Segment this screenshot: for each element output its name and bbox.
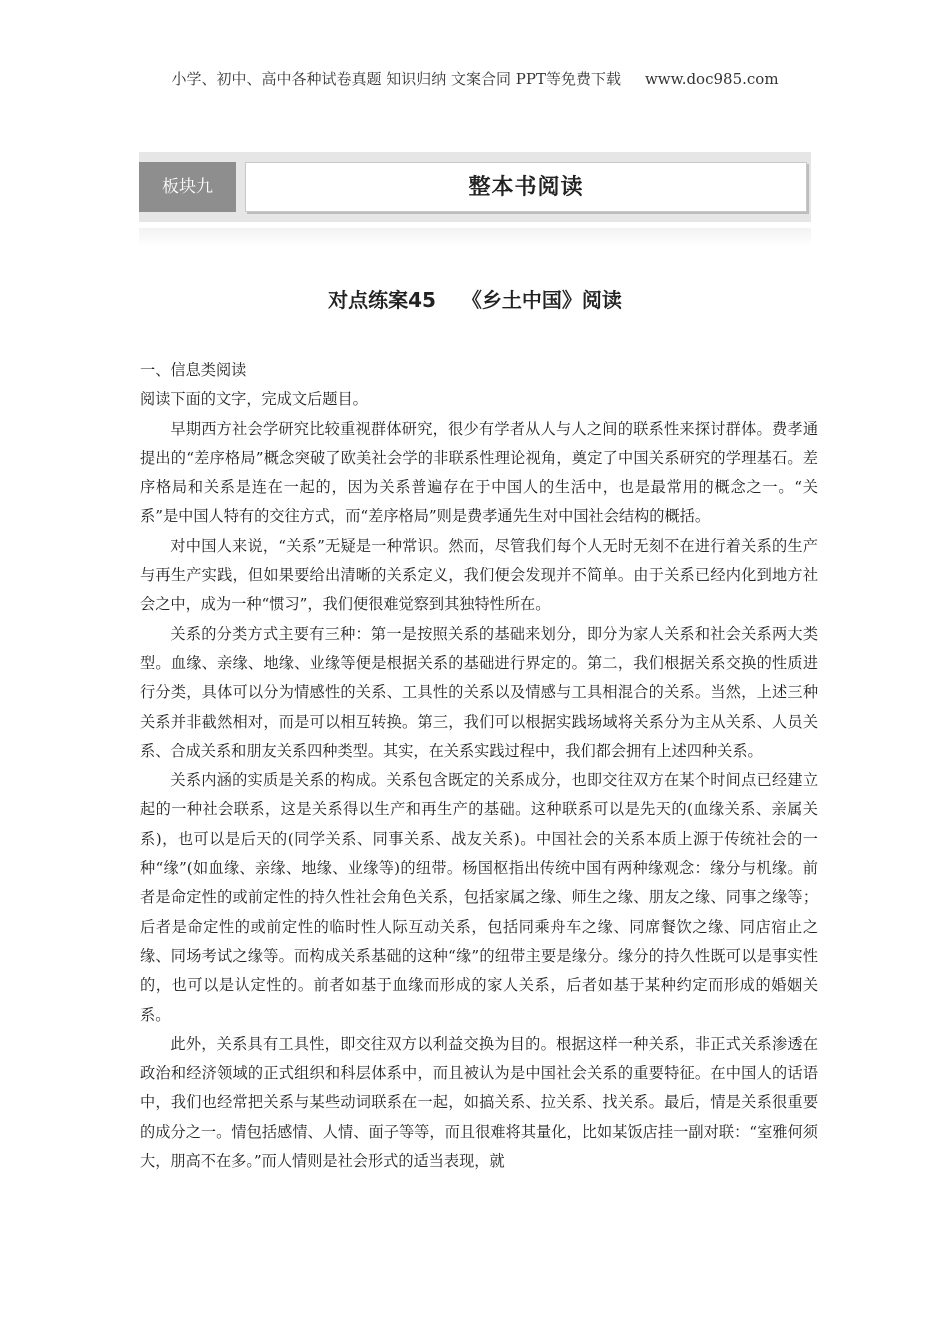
header-site[interactable]: www.doc985.com	[644, 70, 779, 88]
paragraph: 此外，关系具有工具性，即交往双方以利益交换为目的。根据这样一种关系，非正式关系渗透在政治和经济领域的正式组织和科层体系中，而且被认为是中国社会关系的重要特征。在中国人的话语中，我们也经常把关系与某些动词联系在一起，如搞关系、拉关系、找关系。最后，情是关系很重要的成分之一。情包括感情、人情、面子等等，而且很难将其量化，比如某饭店挂一副对联：“室雅何须大，朋高不在多。”而人情则是社会形式的适当表现，就	[140, 1034, 818, 1171]
paragraph: 关系内涵的实质是关系的构成。关系包含既定的关系成分，也即交往双方在某个时间点已经建立起的一种社会联系，这是关系得以生产和再生产的基础。这种联系可以是先天的(血缘关系、亲属关系)，也可以是后天的(同学关系、同事关系、战友关系)。中国社会的关系本质上源于传统社会的一种“缘”(如血缘、亲缘、地缘、业缘等)的纽带。杨国枢指出传统中国有两种缘观念：缘分与机缘。前者是命定性的或前定性的持久性社会角色关系，包括家属之缘、师生之缘、朋友之缘、同事之缘等；后者是命定性的或前定性的临时性人际互动关系，包括同乘舟车之缘、同席餐饮之缘、同店宿止之缘、同场考试之缘等。而构成关系基础的这种“缘”的纽带主要是缘分。缘分的持久性既可以是事实性的，也可以是认定性的。前者如基于血缘而形成的家人关系，后者如基于某种约定而形成的婚姻关系。	[140, 771, 818, 1024]
section-title: 一、信息类阅读	[140, 361, 247, 379]
paragraph: 关系的分类方式主要有三种：第一是按照关系的基础来划分，即分为家人关系和社会关系两大类型。血缘、亲缘、地缘、业缘等便是根据关系的基础进行界定的。第二，我们根据关系交换的性质进行分类，具体可以分为情感性的关系、工具性的关系以及情感与工具相混合的关系。当然，上述三种关系并非截然相对，而是可以相互转换。第三，我们可以根据实践场域将关系分为主从关系、人员关系、合成关系和朋友关系四种类型。其实，在关系实践过程中，我们都会拥有上述四种关系。	[140, 624, 818, 760]
paragraph: 早期西方社会学研究比较重视群体研究，很少有学者从人与人之间的联系性来探讨群体。费孝通提出的“差序格局”概念突破了欧美社会学的非联系性理论视角，奠定了中国关系研究的学理基石。差序格局和关系是连在一起的，因为关系普遍存在于中国人的生活中，也是最常用的概念之一。“关系”是中国人特有的交往方式，而“差序格局”则是费孝通先生对中国社会结构的概括。	[140, 419, 818, 526]
header-text: 小学、初中、高中各种试卷真题 知识归纳 文案合同 PPT等免费下载	[171, 70, 621, 88]
article-body	[140, 356, 818, 1176]
banner-label: 板块九	[139, 162, 236, 212]
paragraph: 对中国人来说，“关系”无疑是一种常识。然而，尽管我们每个人无时无刻不在进行着关系的生产与再生产实践，但如果要给出清晰的关系定义，我们便会发现并不简单。由于关系已经内化到地方社会之中，成为一种“惯习”，我们便很难觉察到其独特性所在。	[140, 536, 818, 614]
instruction: 阅读下面的文字，完成文后题目。	[140, 390, 368, 409]
exercise-book: 《乡土中国》阅读	[461, 288, 622, 312]
page-header	[0, 68, 950, 89]
exercise-title	[0, 284, 950, 313]
banner-shadow	[139, 228, 811, 246]
section-banner	[139, 152, 811, 222]
banner-title: 整本书阅读	[245, 162, 807, 212]
exercise-number: 对点练案45	[328, 288, 436, 312]
